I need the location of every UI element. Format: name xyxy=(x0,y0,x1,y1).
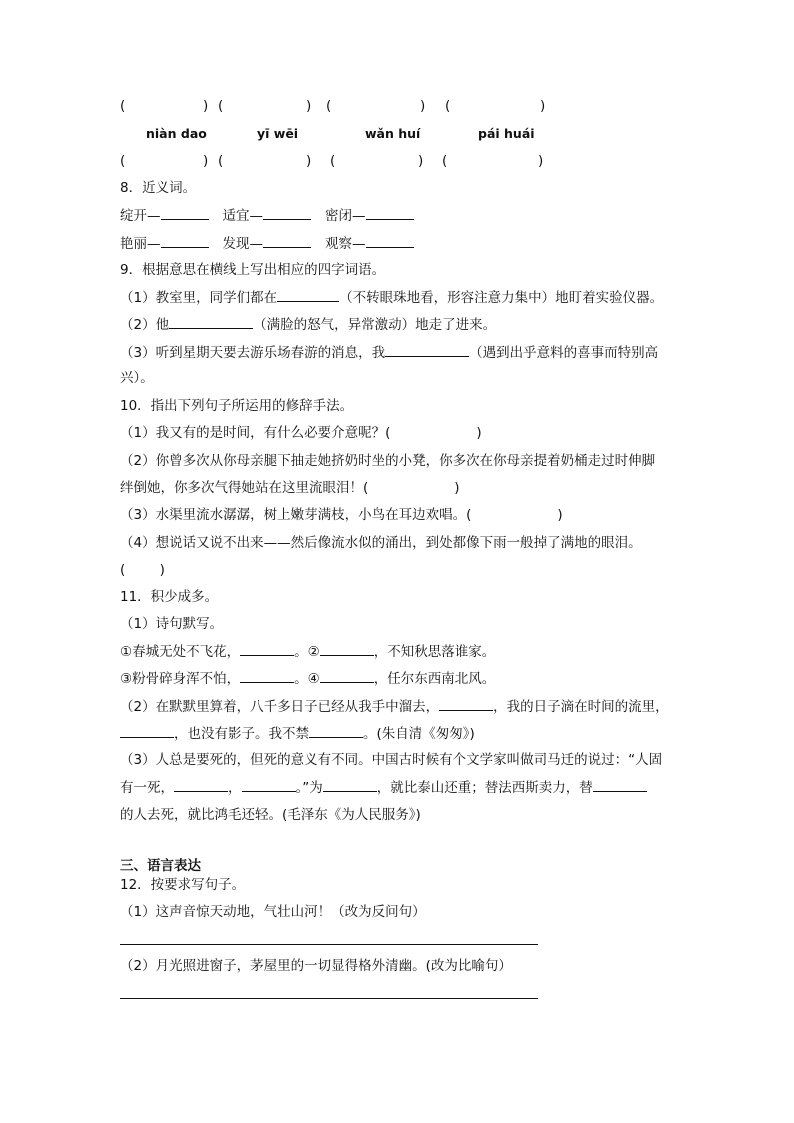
paren-close: ) xyxy=(418,153,424,169)
poem-text: 。② xyxy=(294,644,320,660)
paren-open: ( xyxy=(330,153,336,169)
q12-item-1: （1）这声音惊天动地，气壮山河！（改为反问句） xyxy=(120,904,426,920)
q10-item-4-answer[interactable]: ( ) xyxy=(120,562,165,578)
paren-close: ) xyxy=(476,425,482,441)
poem-text: ，不知秋思落谁家。 xyxy=(373,644,496,660)
paren-close: ) xyxy=(420,98,426,114)
q12-item-2: （2）月光照进窗子，茅屋里的一切显得格外清幽。(改为比喻句） xyxy=(120,958,512,974)
q9-item-2 xyxy=(120,314,496,335)
paren-open: ( xyxy=(218,98,224,114)
q11-sub-1: （1）诗句默写。 xyxy=(120,616,224,632)
q11-sub-3-line-3: 的人去死，就比鸿毛还轻。(毛泽东《为人民服务》) xyxy=(120,807,421,823)
paren-close: ) xyxy=(306,98,312,114)
paren-open: ( xyxy=(120,98,126,114)
q8-row-2 xyxy=(120,233,414,254)
q9-title: 9．根据意思在横线上写出相应的四字词语。 xyxy=(120,262,386,278)
q9-item-1-text: （1）教室里，同学们都在 xyxy=(120,290,278,306)
q10-item-2a: （2）你曾多次从你母亲腿下抽走她挤奶时坐的小凳，你多次在你母亲提着奶桶走过时伸脚 xyxy=(120,453,656,469)
poem-text: ③粉骨碎身浑不怕， xyxy=(120,671,241,687)
answer-blank[interactable] xyxy=(320,668,374,683)
paren-open: ( xyxy=(445,98,451,114)
poem-text: ，任尔东西南北风。 xyxy=(373,671,496,687)
q11-sub-3-line-2 xyxy=(120,777,647,798)
passage-text: 。”为 xyxy=(295,780,323,796)
answer-blank[interactable] xyxy=(385,342,469,357)
synonym-prompt: 观察— xyxy=(325,236,366,252)
paren-close: ) xyxy=(306,153,312,169)
answer-line[interactable] xyxy=(120,998,538,999)
q10-item-2-text: 绊倒她，你多次气得她站在这里流眼泪！( xyxy=(120,480,369,496)
q12-title: 12．按要求写句子。 xyxy=(120,877,246,893)
q9-item-1 xyxy=(120,287,663,308)
answer-blank[interactable] xyxy=(240,641,294,656)
q8-row-1 xyxy=(120,205,414,226)
answer-blank[interactable] xyxy=(240,668,294,683)
paren-open: ( xyxy=(442,153,448,169)
q10-item-4: （4）想说话又说不出来——然后像流水似的涌出，到处都像下雨一般掉了满地的眼泪。 xyxy=(120,535,642,551)
paren-close: ) xyxy=(454,480,460,496)
passage-text: 有一死， xyxy=(120,780,174,796)
q9-item-1-hint: （不转眼珠地看，形容注意力集中）地盯着实验仪器。 xyxy=(339,290,664,306)
synonym-prompt: 发现— xyxy=(222,236,263,252)
q9-item-2-text: （2）他 xyxy=(120,317,170,333)
passage-text: （2）在默默里算着，八千多日子已经从我手中溜去， xyxy=(120,699,440,715)
q10-item-3-text: （3）水渠里流水潺潺，树上嫩芽满枝，小鸟在耳边欢唱。( xyxy=(120,507,472,523)
answer-blank[interactable] xyxy=(263,205,311,220)
q9-item-3-hint: （遇到出乎意料的喜事而特别高 xyxy=(469,345,659,361)
answer-blank[interactable] xyxy=(242,777,296,792)
answer-blank[interactable] xyxy=(169,314,253,329)
answer-blank[interactable] xyxy=(366,233,414,248)
pinyin-item: pái huái xyxy=(478,126,535,141)
q10-item-3 xyxy=(120,505,563,525)
q11-poem-line-1 xyxy=(120,641,495,662)
paren-close: ) xyxy=(203,153,209,169)
answer-blank[interactable] xyxy=(320,641,374,656)
pinyin-item: niàn dao xyxy=(146,126,207,141)
q8-title: 8．近义词。 xyxy=(120,180,197,196)
pinyin-item: wǎn huí xyxy=(365,126,421,141)
q11-sub-2-line-2 xyxy=(120,723,475,744)
q9-item-3-cont: 兴）。 xyxy=(120,370,154,386)
section-title: 三、语言表达 xyxy=(120,858,201,874)
paren-close: ) xyxy=(203,98,209,114)
answer-blank[interactable] xyxy=(161,205,209,220)
q11-poem-line-2 xyxy=(120,668,495,689)
answer-blank[interactable] xyxy=(120,723,174,738)
paren-open: ( xyxy=(218,153,224,169)
paren-close: ) xyxy=(538,153,544,169)
passage-text: ， xyxy=(228,780,242,796)
synonym-prompt: 适宜— xyxy=(222,208,263,224)
passage-text: ，我的日子滴在时间的流里， xyxy=(493,699,669,715)
q11-title: 11．积少成多。 xyxy=(120,589,219,605)
q10-item-1 xyxy=(120,423,482,443)
q10-item-1-text: （1）我又有的是时间，有什么必要介意呢？( xyxy=(120,425,391,441)
q10-item-2b xyxy=(120,478,460,498)
synonym-prompt: 密闭— xyxy=(325,208,366,224)
synonym-prompt: 艳丽— xyxy=(120,236,161,252)
passage-text: 。(朱自清《匆匆》) xyxy=(363,726,475,742)
passage-text: ，也没有影子。我不禁 xyxy=(174,726,309,742)
answer-blank[interactable] xyxy=(174,777,228,792)
synonym-prompt: 绽开— xyxy=(120,208,161,224)
answer-blank[interactable] xyxy=(161,233,209,248)
answer-blank[interactable] xyxy=(323,777,377,792)
poem-text: ①春城无处不飞花， xyxy=(120,644,241,660)
answer-line[interactable] xyxy=(120,944,538,945)
q9-item-3-text: （3）听到星期天要去游乐场春游的消息，我 xyxy=(120,345,386,361)
answer-blank[interactable] xyxy=(263,233,311,248)
q9-item-2-hint: （满脸的怒气，异常激动）地走了进来。 xyxy=(253,317,497,333)
answer-blank[interactable] xyxy=(309,723,363,738)
answer-blank[interactable] xyxy=(593,777,647,792)
q9-item-3 xyxy=(120,342,658,363)
paren-open: ( xyxy=(120,153,126,169)
pinyin-item: yī wēi xyxy=(257,126,299,141)
paren-close: ) xyxy=(557,507,563,523)
answer-blank[interactable] xyxy=(277,287,339,302)
passage-text: ，就比泰山还重；替法西斯卖力，替 xyxy=(376,780,593,796)
q10-title: 10．指出下列句子所运用的修辞手法。 xyxy=(120,398,354,414)
answer-blank[interactable] xyxy=(439,696,493,711)
q11-sub-3-line-1: （3）人总是要死的，但死的意义有不同。中国古时候有个文学家叫做司马迁的说过：“人固 xyxy=(120,752,663,768)
paren-close: ) xyxy=(540,98,546,114)
q11-sub-2-line-1 xyxy=(120,696,669,717)
paren-open: ( xyxy=(326,98,332,114)
poem-text: 。④ xyxy=(294,671,320,687)
answer-blank[interactable] xyxy=(366,205,414,220)
